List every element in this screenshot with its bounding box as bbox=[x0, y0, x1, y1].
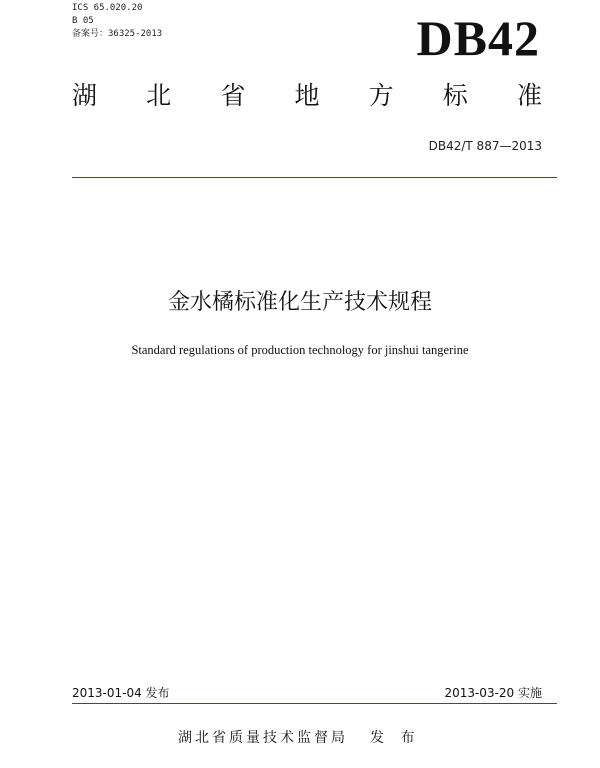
ccs-number: B 05 bbox=[72, 16, 94, 26]
standard-level-heading bbox=[72, 78, 542, 114]
document-title-cn: 金水橘标准化生产技术规程 bbox=[167, 290, 432, 315]
issuer-name: 湖北省质量技术监督局 bbox=[178, 730, 348, 746]
issue-label: 发 布 bbox=[370, 730, 421, 746]
standard-code: DB42/T 887—2013 bbox=[428, 139, 542, 153]
level-char: 北 bbox=[146, 81, 172, 110]
level-char: 准 bbox=[516, 81, 542, 110]
level-char: 方 bbox=[368, 81, 394, 110]
document-title-en: Standard regulations of production technology for jinshui tangerine bbox=[131, 343, 469, 357]
level-char: 省 bbox=[220, 81, 246, 110]
top-divider bbox=[72, 177, 557, 178]
release-date: 2013-01-04 发布 bbox=[72, 686, 170, 700]
level-char: 湖 bbox=[72, 81, 98, 110]
level-char: 标 bbox=[442, 81, 468, 110]
ics-number: ICS 65.020.20 bbox=[72, 3, 143, 13]
implement-date: 2013-03-20 实施 bbox=[444, 686, 542, 700]
db-logo: DB42 bbox=[416, 10, 540, 66]
classification-block bbox=[72, 2, 162, 41]
level-char: 地 bbox=[294, 81, 320, 110]
bottom-divider bbox=[72, 703, 557, 704]
issuer-line bbox=[178, 728, 420, 748]
filing-number: 备案号：36325-2013 bbox=[72, 29, 163, 39]
